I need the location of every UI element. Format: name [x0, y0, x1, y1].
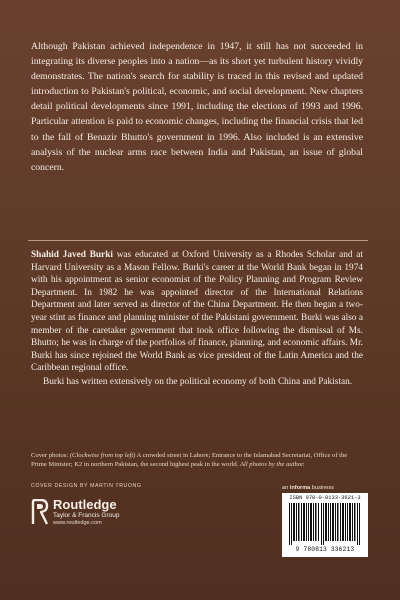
bio-paragraph-2: Burki has written extensively on the political economy of both China and Pakistan. — [43, 376, 353, 387]
author-name: Shahid Javed Burki — [31, 250, 113, 260]
photo-credits-text: A crowded street in Lahore; Entrance to the Islamabad Secretariat, Office of the Prime Minister; K2 in northern Pakistan, the second highest peak in the world. — [31, 452, 348, 469]
routledge-logo-icon — [31, 499, 49, 525]
barcode-graphic — [288, 503, 362, 545]
cover-design-credit: COVER DESIGN BY MARTIN TRUONG — [31, 483, 142, 489]
bio-text-1: was educated at Oxford University as a Rhodes Scholar and at Harvard University as a Mason Fellow. Burki's career at the World Bank began in 1974 with his appointment as senior economist of the Policy Planning and Program Review Department. In 1982 he was appointed director of the International Relations Department and later served as director of the China Department. He then began a two-year stint as finance and planning minister of the Pakistani government. Burki was also a member of the caretaker government that took office following the dismissal of Ms. Bhutto; he was in charge of the portfolios of finance, planning, and economic affairs. Mr. Burki has since rejoined the World Bank as vice president of the Latin America and the Caribbean regional office. — [31, 250, 363, 374]
publisher-block — [53, 498, 119, 527]
publisher-url: www.routledge.com — [53, 520, 102, 526]
publisher-group: Taylor & Francis Group — [53, 512, 120, 519]
blurb-text: Although Pakistan achieved independence in 1947, it still has not succeeded in integrating its diverse peoples into a nation—as its short yet turbulent history vividly demonstrates. The nation's search for stability is traced in this revised and updated introduction to Pakistan's political, economic, and social development. New chapters detail political developments since 1991, including the elections of 1993 and 1996. Particular attention is paid to economic changes, including the financial crisis that led to the fall of Benazir Bhutto's government in 1996. Also included is an extensive analysis of the nuclear arms race between India and Pakistan, an issue of global concern. — [31, 41, 363, 173]
divider-rule — [28, 240, 368, 241]
isbn-label: ISBN 978-0-8133-3621-3 — [289, 495, 361, 501]
photo-credit-author: All photos by the author. — [239, 461, 305, 469]
publisher-name: Routledge — [53, 497, 117, 512]
photo-credits-prefix: Cover photos: — [31, 452, 70, 459]
informa-business-tag — [282, 485, 334, 491]
author-bio — [31, 249, 363, 389]
informa-prefix: an — [282, 485, 290, 491]
book-blurb — [31, 39, 363, 175]
barcode-number: 9 780813 336213 — [295, 546, 355, 553]
isbn-barcode-box — [282, 493, 368, 557]
bio-paragraph-1 — [31, 249, 363, 375]
photo-order-note: (Clockwise from top left) — [69, 452, 136, 459]
informa-brand: informa — [289, 485, 311, 491]
informa-suffix: business — [310, 485, 334, 491]
photo-credits — [31, 451, 363, 469]
